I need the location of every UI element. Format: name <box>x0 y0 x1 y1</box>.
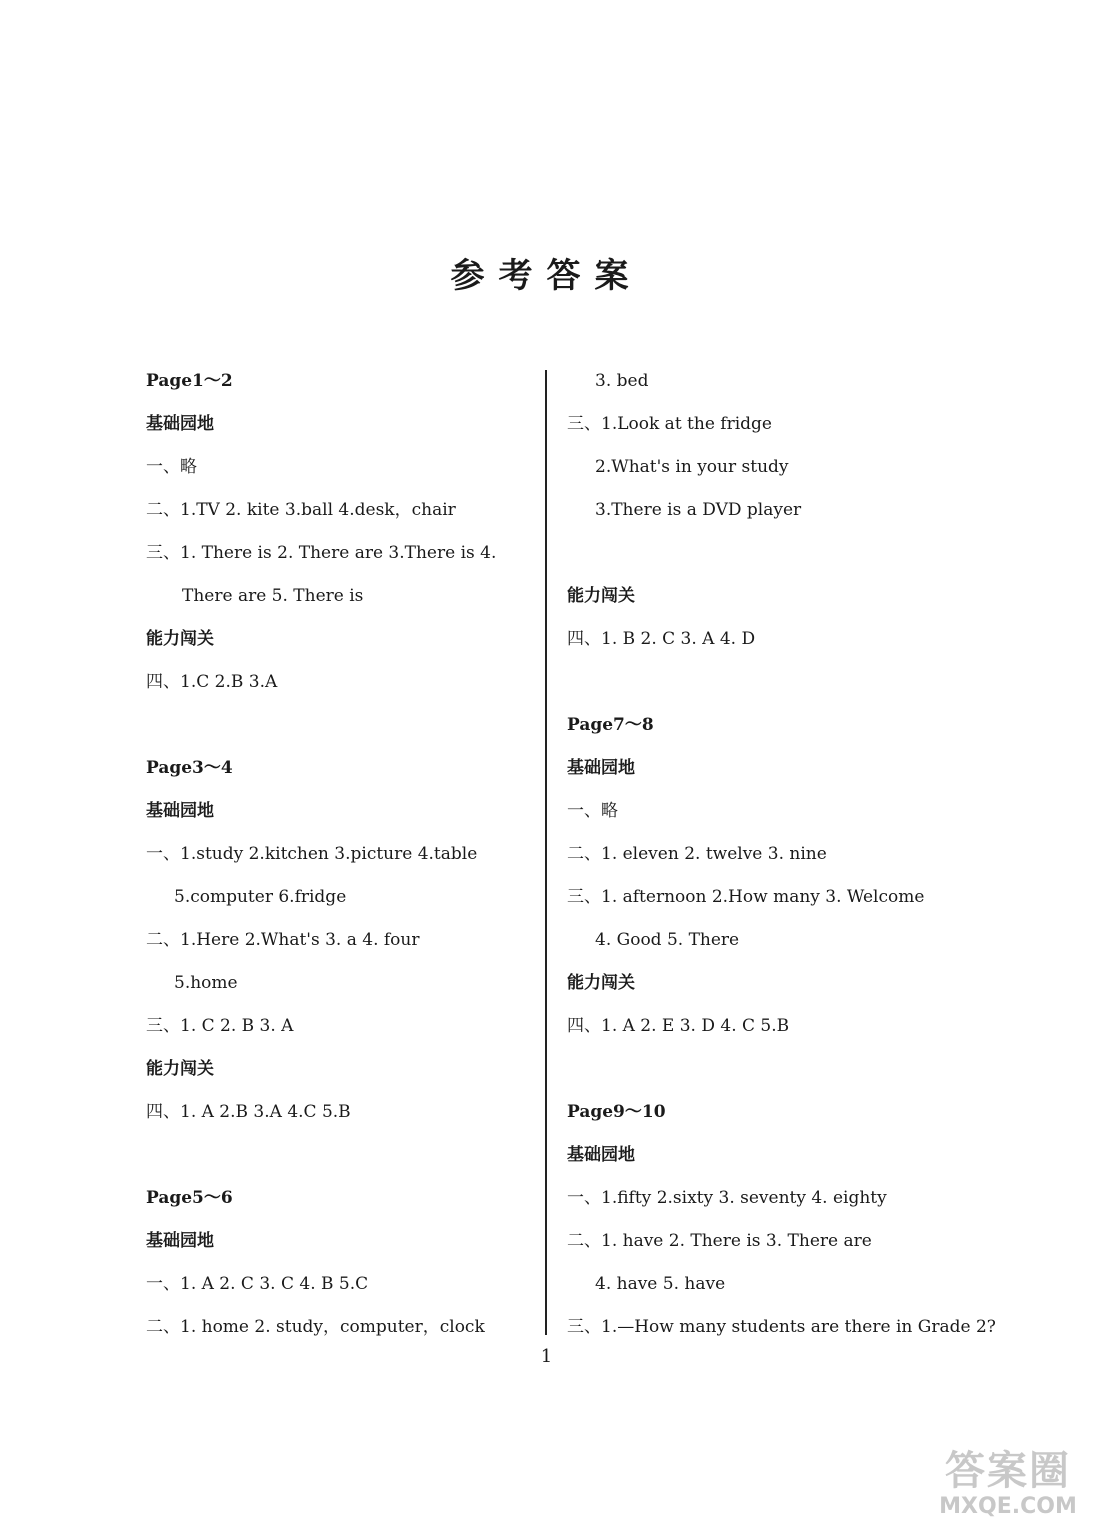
page-number: 1 <box>540 1346 553 1367</box>
answer-line: 三、1.Look at the fridge <box>567 414 772 434</box>
answer-line: 三、1. afternoon 2.How many 3. Welcome <box>567 887 925 907</box>
section-heading: 基础园地 <box>567 1145 635 1165</box>
answer-line: 四、1. B 2. C 3. A 4. D <box>567 629 756 649</box>
answer-continuation: 5.computer 6.fridge <box>174 887 347 907</box>
answer-continuation: 4. Good 5. There <box>595 930 740 950</box>
watermark-logo <box>928 1448 1088 1532</box>
page-title: 参考答案 <box>450 256 643 296</box>
page-range-heading: Page3～4 <box>146 758 233 778</box>
answer-line: 二、1. have 2. There is 3. There are <box>567 1231 872 1251</box>
page-range-heading: Page5～6 <box>146 1188 233 1208</box>
spacer <box>146 1140 531 1183</box>
column-divider <box>545 370 547 1335</box>
answer-line: 四、1. A 2. E 3. D 4. C 5.B <box>567 1016 790 1036</box>
answer-continuation: There are 5. There is <box>182 586 364 606</box>
page-range-heading: Page1～2 <box>146 371 233 391</box>
section-heading: 能力闯关 <box>146 1059 214 1079</box>
answer-line: 一、略 <box>567 801 618 821</box>
answer-line: 四、1.C 2.B 3.A <box>146 672 278 692</box>
page-range-heading: Page9～10 <box>567 1102 666 1122</box>
section-heading: 基础园地 <box>146 801 214 821</box>
section-heading: 能力闯关 <box>567 586 635 606</box>
watermark-top-text: 答案圈 <box>945 1448 1071 1494</box>
page-range-heading: Page7～8 <box>567 715 654 735</box>
answer-line: 三、1. There is 2. There are 3.There is 4. <box>146 543 497 563</box>
spacer <box>146 710 531 753</box>
section-heading: 基础园地 <box>567 758 635 778</box>
answer-line: 一、1. A 2. C 3. C 4. B 5.C <box>146 1274 369 1294</box>
section-heading: 能力闯关 <box>146 629 214 649</box>
spacer <box>567 538 967 581</box>
answer-continuation: 4. have 5. have <box>595 1274 726 1294</box>
answer-line: 一、1.fifty 2.sixty 3. seventy 4. eighty <box>567 1188 887 1208</box>
answer-line: 一、1.study 2.kitchen 3.picture 4.table <box>146 844 478 864</box>
answer-continuation: 2.What's in your study <box>595 457 789 477</box>
answer-line: 三、1.—How many students are there in Grade 2? <box>567 1317 996 1337</box>
section-heading: 基础园地 <box>146 414 214 434</box>
right-column <box>567 366 996 1355</box>
answer-line: 二、1.TV 2. kite 3.ball 4.desk，chair <box>146 500 456 520</box>
left-column <box>146 366 531 1355</box>
answer-line: 二、1.Here 2.What's 3. a 4. four <box>146 930 420 950</box>
answer-line: 二、1. home 2. study，computer，clock <box>146 1317 485 1337</box>
section-heading: 能力闯关 <box>567 973 635 993</box>
answer-line: 三、1. C 2. B 3. A <box>146 1016 294 1036</box>
answer-continuation: 5.home <box>174 973 238 993</box>
watermark-bottom-text: MXQE.COM <box>939 1494 1077 1519</box>
answer-line: 二、1. eleven 2. twelve 3. nine <box>567 844 827 864</box>
spacer <box>567 667 967 710</box>
section-heading: 基础园地 <box>146 1231 214 1251</box>
answer-continuation: 3.There is a DVD player <box>595 500 802 520</box>
answer-continuation: 3. bed <box>595 371 649 391</box>
spacer <box>567 1054 967 1097</box>
answer-line: 四、1. A 2.B 3.A 4.C 5.B <box>146 1102 351 1122</box>
answer-line: 一、略 <box>146 457 197 477</box>
